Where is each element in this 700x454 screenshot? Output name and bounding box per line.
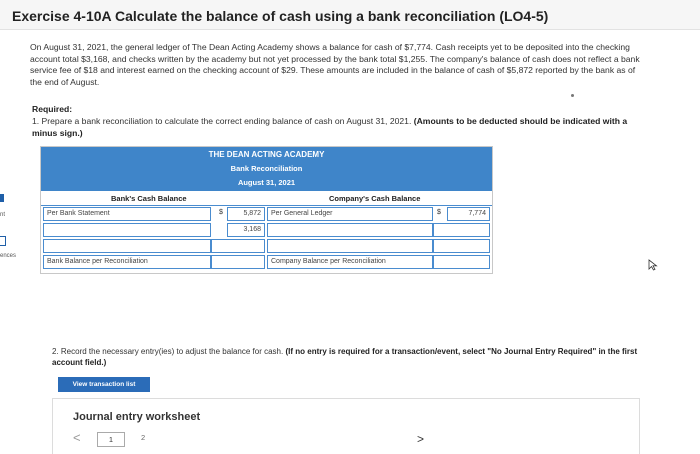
journal-worksheet-title: Journal entry worksheet <box>73 411 201 423</box>
company-row-label[interactable] <box>267 223 433 237</box>
chevron-right-icon[interactable]: > <box>417 432 425 446</box>
required-item-1-text: 1. Prepare a bank reconciliation to calculate the correct ending balance of cash on August 31, 2021. <box>32 116 412 126</box>
required-item-2-note: (If no entry is required for a transaction/event, select "No Journal Entry Required" in the first account field.) <box>52 347 638 367</box>
statement-date: August 31, 2021 <box>237 178 296 187</box>
company-row-label[interactable]: Per General Ledger <box>267 207 433 221</box>
required-item-2-text: 2. Record the necessary entry(ies) to adjust the balance for cash. <box>52 347 284 356</box>
page-1-button[interactable]: 1 <box>97 432 125 447</box>
required-heading: Required: <box>32 104 73 114</box>
bank-total-label: Bank Balance per Reconciliation <box>43 255 211 269</box>
company-row-amount[interactable] <box>433 223 490 237</box>
company-row-label[interactable] <box>267 239 433 253</box>
company-name: THE DEAN ACTING ACADEMY <box>208 150 325 159</box>
company-row-amount[interactable]: 7,774 <box>447 207 490 221</box>
bank-row-label[interactable]: Per Bank Statement <box>43 207 211 221</box>
decorative-dot <box>571 94 574 97</box>
bank-column-header: Bank's Cash Balance <box>111 194 187 203</box>
bank-row-amount[interactable]: 3,168 <box>227 223 265 237</box>
left-sidebar-edge <box>0 190 20 270</box>
bank-row-amount[interactable] <box>211 239 265 253</box>
bank-reconciliation-table <box>40 146 493 274</box>
bank-row-dollar: $ <box>219 209 223 216</box>
company-row-amount[interactable] <box>433 239 490 253</box>
reconciliation-header <box>41 147 492 191</box>
edge-text: ences <box>0 253 17 259</box>
company-total-label: Company Balance per Reconciliation <box>267 255 433 269</box>
statement-title: Bank Reconciliation <box>230 164 303 173</box>
row-separator <box>41 205 492 206</box>
journal-entry-worksheet-panel <box>52 398 640 454</box>
view-transaction-list-button[interactable]: View transaction list <box>58 377 150 392</box>
company-column-header: Company's Cash Balance <box>329 194 421 203</box>
chevron-left-icon[interactable]: < <box>73 430 81 445</box>
bank-row-label[interactable] <box>43 223 211 237</box>
company-row-dollar: $ <box>437 209 441 216</box>
bank-total-amount[interactable] <box>211 255 265 269</box>
mouse-cursor-icon <box>648 258 658 270</box>
page-title: Exercise 4-10A Calculate the balance of cash using a bank reconciliation (LO4-5) <box>12 8 549 24</box>
required-item-2 <box>52 347 642 368</box>
company-total-amount[interactable] <box>433 255 490 269</box>
page-2-button[interactable]: 2 <box>141 433 146 442</box>
header-bar <box>0 0 700 30</box>
required-item-1 <box>32 116 652 139</box>
edge-marker <box>0 194 4 202</box>
problem-paragraph: On August 31, 2021, the general ledger of The Dean Acting Academy shows a balance for cash of $7,774. Cash receipts yet to be deposited into the checking account total $3,168, and checks written by the academy but not yet processed by the bank total $1,255. The company's balance of cash does not reflect a bank service fee of $18 and interest earned on the checking account of $29. These amounts are included in the balance of cash of $5,872 reported by the bank as of the end of August. <box>30 42 640 87</box>
required-item-1-note: (Amounts to be deducted should be indicated with a minus sign.) <box>32 116 628 138</box>
edge-text: nt <box>0 212 6 218</box>
bank-row-label[interactable] <box>43 239 211 253</box>
bank-row-amount[interactable]: 5,872 <box>227 207 265 221</box>
edge-box[interactable] <box>0 236 6 246</box>
